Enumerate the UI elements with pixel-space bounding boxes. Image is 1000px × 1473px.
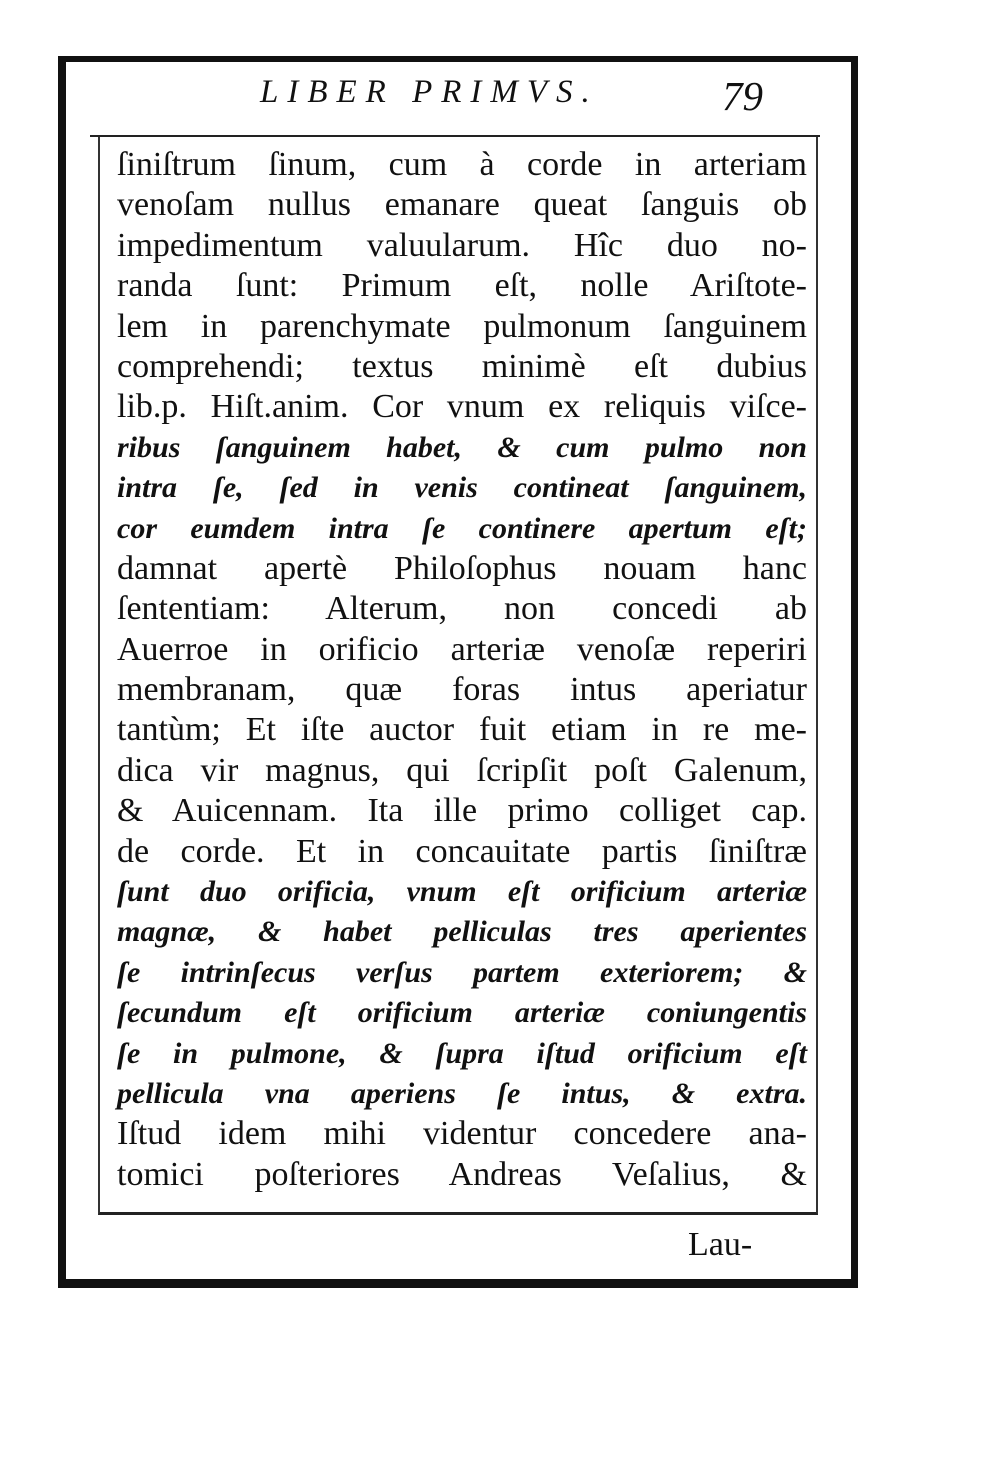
text-line: impedimentum valuularum. Hîc duo no- <box>117 226 807 264</box>
text-line-quote: ſe in pulmone, & ſupra iſtud orificium eſt <box>117 1036 807 1070</box>
text-line-quote: magnæ, & habet pelliculas tres aperientes <box>117 915 807 949</box>
text-line: randa ſunt: Primum eſt, nolle Ariſtote- <box>117 267 807 305</box>
text-line-quote: ribus ſanguinem habet, & cum pulmo non <box>117 430 807 464</box>
text-line: membranam, quæ foras intus aperiatur <box>117 671 807 709</box>
text-line: Iſtud idem mihi videntur concedere ana- <box>117 1115 807 1153</box>
body-text <box>117 145 807 1195</box>
text-line-quote: intra ſe, ſed in venis contineat ſanguinem, <box>117 471 807 505</box>
text-line: de corde. Et in concauitate partis ſiniſtræ <box>117 832 807 870</box>
text-line-quote: ſecundum eſt orificium arteriæ coniungentis <box>117 996 807 1030</box>
text-line-quote: ſunt duo orificia, vnum eſt orificium arteriæ <box>117 875 807 909</box>
text-line: ſiniſtrum ſinum, cum à corde in arteriam <box>117 146 807 183</box>
text-line: Auerroe in orificio arteriæ venoſæ reperiri <box>117 630 807 668</box>
text-line-quote: cor eumdem intra ſe continere apertum eſt; <box>117 511 807 545</box>
text-line: lib.p. Hiſt.anim. Cor vnum ex reliquis viſce- <box>117 388 807 426</box>
text-line: tomici poſteriores Andreas Veſalius, & <box>117 1155 807 1193</box>
catchword: Lau- <box>688 1226 753 1263</box>
running-head <box>90 68 830 124</box>
text-line: venoſam nullus emanare queat ſanguis ob <box>117 186 807 224</box>
text-line-quote: ſe intrinſecus verſus partem exteriorem; & <box>117 955 807 989</box>
text-line: ſententiam: Alterum, non concedi ab <box>117 590 807 628</box>
running-title: LIBER PRIMVS. <box>260 74 599 110</box>
text-line: dica vir magnus, qui ſcripſit poſt Galenum, <box>117 751 807 789</box>
page-number: 79 <box>722 73 763 119</box>
text-line-quote: pellicula vna aperiens ſe intus, & extra. <box>117 1076 807 1110</box>
text-line: damnat apertè Philoſophus nouam hanc <box>117 549 807 587</box>
text-line: lem in parenchymate pulmonum ſanguinem <box>117 307 807 345</box>
text-line: & Auicennam. Ita ille primo colliget cap. <box>117 792 807 830</box>
text-line: tantùm; Et iſte auctor fuit etiam in re me- <box>117 711 807 749</box>
text-line: comprehendi; textus minimè eſt dubius <box>117 347 807 385</box>
